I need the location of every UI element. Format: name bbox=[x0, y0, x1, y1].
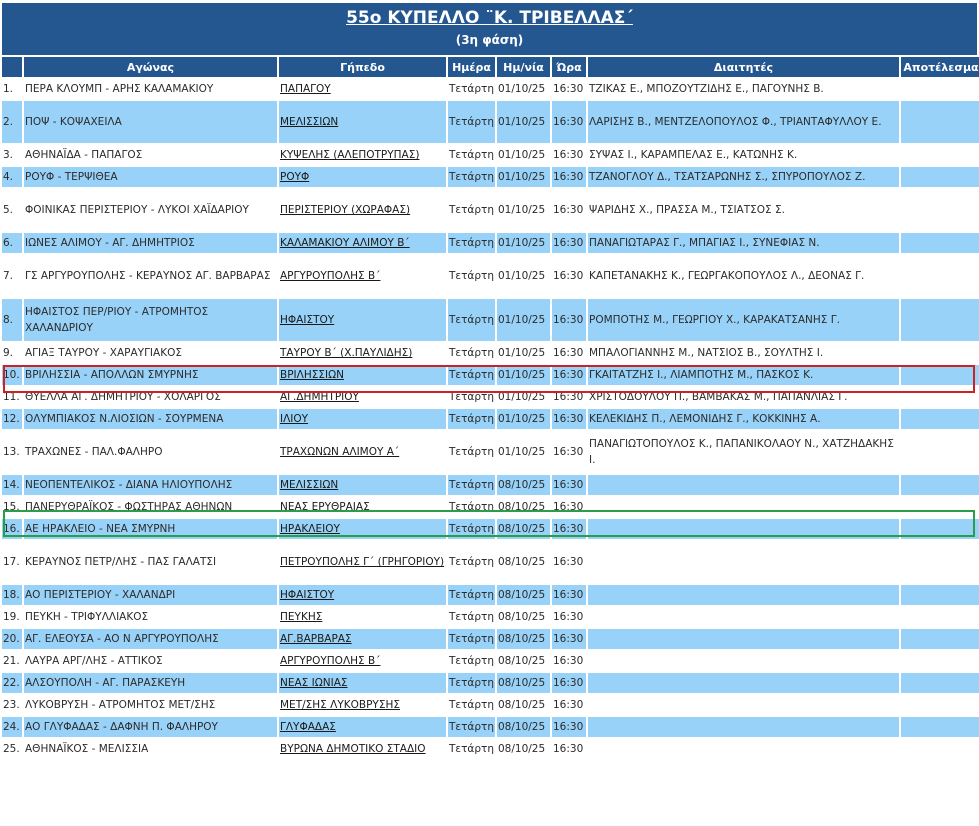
table-row bbox=[2, 387, 979, 407]
row-number: 22. bbox=[2, 673, 22, 693]
day-cell: Τετάρτη bbox=[448, 101, 495, 143]
day-cell: Τετάρτη bbox=[448, 739, 495, 759]
match-cell: ΑΟ ΓΛΥΦΑΔΑΣ - ΔΑΦΝΗ Π. ΦΑΛΗΡΟΥ bbox=[24, 717, 277, 737]
time-cell: 16:30 bbox=[552, 255, 586, 297]
table-row bbox=[2, 475, 979, 495]
table-row bbox=[2, 189, 979, 231]
match-cell: ΠΑΝΕΡΥΘΡΑΪΚΟΣ - ΦΩΣΤΗΡΑΣ ΑΘΗΝΩΝ bbox=[24, 497, 277, 517]
referees-cell bbox=[588, 651, 899, 671]
referees-cell bbox=[588, 629, 899, 649]
table-row bbox=[2, 695, 979, 715]
day-cell: Τετάρτη bbox=[448, 717, 495, 737]
match-cell: ΑΘΗΝΑΪΚΟΣ - ΜΕΛΙΣΣΙΑ bbox=[24, 739, 277, 759]
row-number: 11. bbox=[2, 387, 22, 407]
venue-cell bbox=[279, 431, 446, 473]
date-cell: 01/10/25 bbox=[497, 145, 550, 165]
date-cell: 01/10/25 bbox=[497, 409, 550, 429]
time-cell: 16:30 bbox=[552, 299, 586, 341]
day-cell: Τετάρτη bbox=[448, 79, 495, 99]
time-cell: 16:30 bbox=[552, 739, 586, 759]
col-header-number bbox=[2, 57, 22, 77]
row-number: 19. bbox=[2, 607, 22, 627]
table-row bbox=[2, 607, 979, 627]
date-cell: 08/10/25 bbox=[497, 651, 550, 671]
result-cell bbox=[901, 167, 979, 187]
time-cell: 16:30 bbox=[552, 651, 586, 671]
match-cell: ΠΕΡΑ ΚΛΟΥΜΠ - ΑΡΗΣ ΚΑΛΑΜΑΚΙΟΥ bbox=[24, 79, 277, 99]
referees-cell: ΡΟΜΠΟΤΗΣ Μ., ΓΕΩΡΓΙΟΥ Χ., ΚΑΡΑΚΑΤΣΑΝΗΣ Γ. bbox=[588, 299, 899, 341]
result-cell bbox=[901, 673, 979, 693]
venue-cell bbox=[279, 519, 446, 539]
row-number: 2. bbox=[2, 101, 22, 143]
result-cell bbox=[901, 255, 979, 297]
table-row bbox=[2, 585, 979, 605]
venue-link[interactable]: ΤΑΥΡΟΥ Β΄ (Χ.ΠΑΥΛΙΔΗΣ) bbox=[280, 347, 413, 359]
venue-cell bbox=[279, 365, 446, 385]
venue-cell bbox=[279, 145, 446, 165]
match-cell: ΤΡΑΧΩΝΕΣ - ΠΑΛ.ΦΑΛΗΡΟ bbox=[24, 431, 277, 473]
referees-cell: ΤΖΙΚΑΣ Ε., ΜΠΟΖΟΥΤΖΙΔΗΣ Ε., ΠΑΓΟΥΝΗΣ Β. bbox=[588, 79, 899, 99]
day-cell: Τετάρτη bbox=[448, 651, 495, 671]
row-number: 24. bbox=[2, 717, 22, 737]
row-number: 13. bbox=[2, 431, 22, 473]
date-cell: 08/10/25 bbox=[497, 585, 550, 605]
match-cell: ΚΕΡΑΥΝΟΣ ΠΕΤΡ/ΛΗΣ - ΠΑΣ ΓΑΛΑΤΣΙ bbox=[24, 541, 277, 583]
match-cell: ΡΟΥΦ - ΤΕΡΨΙΘΕΑ bbox=[24, 167, 277, 187]
result-cell bbox=[901, 189, 979, 231]
venue-cell bbox=[279, 233, 446, 253]
venue-link[interactable]: ΠΕΤΡΟΥΠΟΛΗΣ Γ΄ (ΓΡΗΓΟΡΙΟΥ) bbox=[280, 556, 445, 568]
date-cell: 08/10/25 bbox=[497, 695, 550, 715]
col-header-venue: Γήπεδο bbox=[279, 57, 446, 77]
table-row bbox=[2, 343, 979, 363]
result-cell bbox=[901, 497, 979, 517]
match-cell: ΛΑΥΡΑ ΑΡΓ/ΛΗΣ - ΑΤΤΙΚΟΣ bbox=[24, 651, 277, 671]
date-cell: 08/10/25 bbox=[497, 739, 550, 759]
col-header-day: Ημέρα bbox=[448, 57, 495, 77]
row-number: 14. bbox=[2, 475, 22, 495]
time-cell: 16:30 bbox=[552, 541, 586, 583]
day-cell: Τετάρτη bbox=[448, 167, 495, 187]
venue-cell bbox=[279, 167, 446, 187]
result-cell bbox=[901, 299, 979, 341]
match-cell: ΓΣ ΑΡΓΥΡΟΥΠΟΛΗΣ - ΚΕΡΑΥΝΟΣ ΑΓ. ΒΑΡΒΑΡΑΣ bbox=[24, 255, 277, 297]
date-cell: 01/10/25 bbox=[497, 255, 550, 297]
referees-cell bbox=[588, 519, 899, 539]
date-cell: 01/10/25 bbox=[497, 189, 550, 231]
venue-link[interactable]: ΚΑΛΑΜΑΚΙΟΥ ΑΛΙΜΟΥ Β΄ bbox=[280, 237, 410, 249]
referees-cell bbox=[588, 585, 899, 605]
day-cell: Τετάρτη bbox=[448, 695, 495, 715]
table-row bbox=[2, 101, 979, 143]
day-cell: Τετάρτη bbox=[448, 145, 495, 165]
venue-cell bbox=[279, 189, 446, 231]
date-cell: 01/10/25 bbox=[497, 167, 550, 187]
referees-cell bbox=[588, 497, 899, 517]
venue-cell bbox=[279, 673, 446, 693]
time-cell: 16:30 bbox=[552, 233, 586, 253]
day-cell: Τετάρτη bbox=[448, 299, 495, 341]
page-title[interactable]: 55ο ΚΥΠΕΛΛΟ ¨Κ. ΤΡΙΒΕΛΛΑΣ΄ bbox=[346, 8, 633, 28]
day-cell: Τετάρτη bbox=[448, 607, 495, 627]
referees-cell: ΛΑΡΙΣΗΣ Β., ΜΕΝΤΖΕΛΟΠΟΥΛΟΣ Φ., ΤΡΙΑΝΤΑΦΥΛΛΟΥ Ε. bbox=[588, 101, 899, 143]
day-cell: Τετάρτη bbox=[448, 629, 495, 649]
row-number: 25. bbox=[2, 739, 22, 759]
table-row bbox=[2, 497, 979, 517]
result-cell bbox=[901, 365, 979, 385]
time-cell: 16:30 bbox=[552, 585, 586, 605]
table-row bbox=[2, 409, 979, 429]
title-bar bbox=[2, 3, 977, 55]
page-subtitle: (3η φάση) bbox=[455, 33, 524, 47]
row-number: 12. bbox=[2, 409, 22, 429]
table-row bbox=[2, 629, 979, 649]
result-cell bbox=[901, 343, 979, 363]
venue-cell bbox=[279, 79, 446, 99]
result-cell bbox=[901, 629, 979, 649]
venue-cell bbox=[279, 101, 446, 143]
table-row bbox=[2, 739, 979, 759]
row-number: 23. bbox=[2, 695, 22, 715]
referees-cell bbox=[588, 607, 899, 627]
match-cell: ΑΕ ΗΡΑΚΛΕΙΟ - ΝΕΑ ΣΜΥΡΝΗ bbox=[24, 519, 277, 539]
result-cell bbox=[901, 431, 979, 473]
time-cell: 16:30 bbox=[552, 79, 586, 99]
venue-cell bbox=[279, 387, 446, 407]
venue-link[interactable]: ΗΦΑΙΣΤΟΥ bbox=[280, 589, 335, 601]
venue-cell bbox=[279, 255, 446, 297]
result-cell bbox=[901, 717, 979, 737]
venue-link[interactable]: ΑΡΓΥΡΟΥΠΟΛΗΣ Β΄ bbox=[280, 270, 381, 282]
table-row bbox=[2, 365, 979, 385]
referees-cell: ΜΠΑΛΟΓΙΑΝΝΗΣ Μ., ΝΑΤΣΙΟΣ Β., ΣΟΥΛΤΗΣ Ι. bbox=[588, 343, 899, 363]
result-cell bbox=[901, 541, 979, 583]
referees-cell: ΠΑΝΑΓΙΩΤΟΠΟΥΛΟΣ Κ., ΠΑΠΑΝΙΚΟΛΑΟΥ Ν., ΧΑΤΖΗΔΑΚΗΣ Ι. bbox=[588, 431, 899, 473]
match-cell: ΑΟ ΠΕΡΙΣΤΕΡΙΟΥ - ΧΑΛΑΝΔΡΙ bbox=[24, 585, 277, 605]
match-cell: ΠΟΨ - ΚΟΨΑΧΕΙΛΑ bbox=[24, 101, 277, 143]
date-cell: 01/10/25 bbox=[497, 79, 550, 99]
venue-link[interactable]: ΠΕΡΙΣΤΕΡΙΟΥ (ΧΩΡΑΦΑΣ) bbox=[280, 204, 411, 216]
col-header-match: Αγώνας bbox=[24, 57, 277, 77]
venue-link[interactable]: ΡΟΥΦ bbox=[280, 171, 310, 183]
venue-link[interactable]: ΑΡΓΥΡΟΥΠΟΛΗΣ Β΄ bbox=[280, 655, 381, 667]
referees-cell bbox=[588, 475, 899, 495]
date-cell: 08/10/25 bbox=[497, 673, 550, 693]
referees-cell: ΨΑΡΙΔΗΣ Χ., ΠΡΑΣΣΑ Μ., ΤΣΙΑΤΣΟΣ Σ. bbox=[588, 189, 899, 231]
result-cell bbox=[901, 79, 979, 99]
venue-link[interactable]: ΑΓ.ΒΑΡΒΑΡΑΣ bbox=[280, 633, 352, 645]
time-cell: 16:30 bbox=[552, 695, 586, 715]
date-cell: 01/10/25 bbox=[497, 365, 550, 385]
table-row bbox=[2, 541, 979, 583]
match-cell: ΝΕΟΠΕΝΤΕΛΙΚΟΣ - ΔΙΑΝΑ ΗΛΙΟΥΠΟΛΗΣ bbox=[24, 475, 277, 495]
venue-link[interactable]: ΝΕΑΣ ΕΡΥΘΡΑΙΑΣ bbox=[280, 501, 370, 513]
result-cell bbox=[901, 475, 979, 495]
date-cell: 01/10/25 bbox=[497, 299, 550, 341]
table-row bbox=[2, 167, 979, 187]
venue-link[interactable]: ΜΕΤ/ΣΗΣ ΛΥΚΟΒΡΥΣΗΣ bbox=[280, 699, 401, 711]
venue-link[interactable]: ΚΥΨΕΛΗΣ (ΑΛΕΠΟΤΡΥΠΑΣ) bbox=[280, 149, 420, 161]
day-cell: Τετάρτη bbox=[448, 387, 495, 407]
day-cell: Τετάρτη bbox=[448, 475, 495, 495]
day-cell: Τετάρτη bbox=[448, 673, 495, 693]
day-cell: Τετάρτη bbox=[448, 189, 495, 231]
result-cell bbox=[901, 651, 979, 671]
venue-cell bbox=[279, 541, 446, 583]
row-number: 15. bbox=[2, 497, 22, 517]
match-cell: ΛΥΚΟΒΡΥΣΗ - ΑΤΡΟΜΗΤΟΣ ΜΕΤ/ΣΗΣ bbox=[24, 695, 277, 715]
date-cell: 08/10/25 bbox=[497, 607, 550, 627]
table-row bbox=[2, 233, 979, 253]
table-row bbox=[2, 651, 979, 671]
table-row bbox=[2, 519, 979, 539]
row-number: 20. bbox=[2, 629, 22, 649]
match-cell: ΟΛΥΜΠΙΑΚΟΣ Ν.ΛΙΟΣΙΩΝ - ΣΟΥΡΜΕΝΑ bbox=[24, 409, 277, 429]
table-row bbox=[2, 79, 979, 99]
time-cell: 16:30 bbox=[552, 717, 586, 737]
referees-cell: ΚΕΛΕΚΙΔΗΣ Π., ΛΕΜΟΝΙΔΗΣ Γ., ΚΟΚΚΙΝΗΣ Α. bbox=[588, 409, 899, 429]
table-row bbox=[2, 145, 979, 165]
venue-link[interactable]: ΒΡΙΛΗΣΣΙΩΝ bbox=[280, 369, 344, 381]
venue-link[interactable]: ΠΑΠΑΓΟΥ bbox=[280, 83, 331, 95]
result-cell bbox=[901, 695, 979, 715]
referees-cell: ΤΖΑΝΟΓΛΟΥ Δ., ΤΣΑΤΣΑΡΩΝΗΣ Σ., ΣΠΥΡΟΠΟΥΛΟΣ Ζ. bbox=[588, 167, 899, 187]
time-cell: 16:30 bbox=[552, 607, 586, 627]
match-cell: ΠΕΥΚΗ - ΤΡΙΦΥΛΛΙΑΚΟΣ bbox=[24, 607, 277, 627]
referees-cell bbox=[588, 739, 899, 759]
referees-cell bbox=[588, 673, 899, 693]
venue-cell bbox=[279, 409, 446, 429]
match-cell: ΑΘΗΝΑΪΔΑ - ΠΑΠΑΓΟΣ bbox=[24, 145, 277, 165]
time-cell: 16:30 bbox=[552, 673, 586, 693]
venue-cell bbox=[279, 651, 446, 671]
day-cell: Τετάρτη bbox=[448, 255, 495, 297]
venue-cell bbox=[279, 607, 446, 627]
table-header-row bbox=[2, 57, 979, 77]
result-cell bbox=[901, 233, 979, 253]
time-cell: 16:30 bbox=[552, 365, 586, 385]
referees-cell: ΚΑΠΕΤΑΝΑΚΗΣ Κ., ΓΕΩΡΓΑΚΟΠΟΥΛΟΣ Λ., ΔΕΟΝΑΣ Γ. bbox=[588, 255, 899, 297]
table-row bbox=[2, 255, 979, 297]
schedule-panel bbox=[2, 3, 977, 761]
row-number: 1. bbox=[2, 79, 22, 99]
result-cell bbox=[901, 585, 979, 605]
venue-link[interactable]: ΒΥΡΩΝΑ ΔΗΜΟΤΙΚΟ ΣΤΑΔΙΟ bbox=[280, 743, 426, 755]
venue-link[interactable]: ΓΛΥΦΑΔΑΣ bbox=[280, 721, 336, 733]
result-cell bbox=[901, 739, 979, 759]
time-cell: 16:30 bbox=[552, 409, 586, 429]
table-row bbox=[2, 717, 979, 737]
referees-cell: ΠΑΝΑΓΙΩΤΑΡΑΣ Γ., ΜΠΑΓΙΑΣ Ι., ΣΥΝΕΦΙΑΣ Ν. bbox=[588, 233, 899, 253]
day-cell: Τετάρτη bbox=[448, 585, 495, 605]
referees-cell: ΣΥΨΑΣ Ι., ΚΑΡΑΜΠΕΛΑΣ Ε., ΚΑΤΩΝΗΣ Κ. bbox=[588, 145, 899, 165]
table-row bbox=[2, 431, 979, 473]
venue-cell bbox=[279, 629, 446, 649]
date-cell: 08/10/25 bbox=[497, 717, 550, 737]
venue-cell bbox=[279, 585, 446, 605]
col-header-referees: Διαιτητές bbox=[588, 57, 899, 77]
time-cell: 16:30 bbox=[552, 519, 586, 539]
time-cell: 16:30 bbox=[552, 167, 586, 187]
date-cell: 01/10/25 bbox=[497, 233, 550, 253]
date-cell: 08/10/25 bbox=[497, 519, 550, 539]
venue-link[interactable]: ΜΕΛΙΣΣΙΩΝ bbox=[280, 479, 339, 491]
col-header-time: Ώρα bbox=[552, 57, 586, 77]
date-cell: 08/10/25 bbox=[497, 629, 550, 649]
date-cell: 01/10/25 bbox=[497, 431, 550, 473]
row-number: 3. bbox=[2, 145, 22, 165]
row-number: 7. bbox=[2, 255, 22, 297]
table-row bbox=[2, 299, 979, 341]
match-cell: ΦΟΙΝΙΚΑΣ ΠΕΡΙΣΤΕΡΙΟΥ - ΛΥΚΟΙ ΧΑΪΔΑΡΙΟΥ bbox=[24, 189, 277, 231]
match-cell: ΒΡΙΛΗΣΣΙΑ - ΑΠΟΛΛΩΝ ΣΜΥΡΝΗΣ bbox=[24, 365, 277, 385]
row-number: 5. bbox=[2, 189, 22, 231]
result-cell bbox=[901, 387, 979, 407]
date-cell: 01/10/25 bbox=[497, 343, 550, 363]
row-number: 9. bbox=[2, 343, 22, 363]
time-cell: 16:30 bbox=[552, 343, 586, 363]
venue-link[interactable]: ΑΓ.ΔΗΜΗΤΡΙΟΥ bbox=[280, 391, 359, 403]
time-cell: 16:30 bbox=[552, 387, 586, 407]
match-cell: ΑΓ. ΕΛΕΟΥΣΑ - ΑΟ Ν ΑΡΓΥΡΟΥΠΟΛΗΣ bbox=[24, 629, 277, 649]
time-cell: 16:30 bbox=[552, 475, 586, 495]
match-cell: ΗΦΑΙΣΤΟΣ ΠΕΡ/ΡΙΟΥ - ΑΤΡΟΜΗΤΟΣ ΧΑΛΑΝΔΡΙΟΥ bbox=[24, 299, 277, 341]
venue-link[interactable]: ΙΛΙΟΥ bbox=[280, 413, 309, 425]
venue-link[interactable]: ΝΕΑΣ ΙΩΝΙΑΣ bbox=[280, 677, 348, 689]
referees-cell: ΧΡΙΣΤΟΔΟΥΛΟΥ Π., ΒΑΜΒΑΚΑΣ Μ., ΠΑΠΑΝΛΙΑΣ Γ. bbox=[588, 387, 899, 407]
row-number: 18. bbox=[2, 585, 22, 605]
date-cell: 08/10/25 bbox=[497, 475, 550, 495]
venue-link[interactable]: ΗΡΑΚΛΕΙΟΥ bbox=[280, 523, 340, 535]
match-cell: ΑΛΣΟΥΠΟΛΗ - ΑΓ. ΠΑΡΑΣΚΕΥΗ bbox=[24, 673, 277, 693]
match-cell: ΙΩΝΕΣ ΑΛΙΜΟΥ - ΑΓ. ΔΗΜΗΤΡΙΟΣ bbox=[24, 233, 277, 253]
result-cell bbox=[901, 519, 979, 539]
match-cell: ΑΓΙΑΞ ΤΑΥΡΟΥ - ΧΑΡΑΥΓΙΑΚΟΣ bbox=[24, 343, 277, 363]
row-number: 10. bbox=[2, 365, 22, 385]
venue-cell bbox=[279, 717, 446, 737]
col-header-date: Ημ/νία bbox=[497, 57, 550, 77]
venue-cell bbox=[279, 497, 446, 517]
venue-cell bbox=[279, 299, 446, 341]
day-cell: Τετάρτη bbox=[448, 497, 495, 517]
fixtures-table bbox=[0, 55, 979, 761]
day-cell: Τετάρτη bbox=[448, 233, 495, 253]
time-cell: 16:30 bbox=[552, 431, 586, 473]
time-cell: 16:30 bbox=[552, 629, 586, 649]
time-cell: 16:30 bbox=[552, 497, 586, 517]
venue-cell bbox=[279, 343, 446, 363]
referees-cell bbox=[588, 541, 899, 583]
col-header-result: Αποτέλεσμα bbox=[901, 57, 979, 77]
row-number: 17. bbox=[2, 541, 22, 583]
result-cell bbox=[901, 607, 979, 627]
row-number: 6. bbox=[2, 233, 22, 253]
venue-cell bbox=[279, 695, 446, 715]
referees-cell bbox=[588, 695, 899, 715]
table-row bbox=[2, 673, 979, 693]
match-cell: ΘΥΕΛΛΑ ΑΓ. ΔΗΜΗΤΡΙΟΥ - ΧΟΛΑΡΓΟΣ bbox=[24, 387, 277, 407]
day-cell: Τετάρτη bbox=[448, 431, 495, 473]
day-cell: Τετάρτη bbox=[448, 343, 495, 363]
day-cell: Τετάρτη bbox=[448, 519, 495, 539]
day-cell: Τετάρτη bbox=[448, 365, 495, 385]
time-cell: 16:30 bbox=[552, 189, 586, 231]
venue-link[interactable]: ΤΡΑΧΩΝΩΝ ΑΛΙΜΟΥ Α΄ bbox=[280, 446, 400, 458]
row-number: 4. bbox=[2, 167, 22, 187]
date-cell: 01/10/25 bbox=[497, 101, 550, 143]
venue-cell bbox=[279, 475, 446, 495]
day-cell: Τετάρτη bbox=[448, 409, 495, 429]
referees-cell bbox=[588, 717, 899, 737]
venue-cell bbox=[279, 739, 446, 759]
date-cell: 01/10/25 bbox=[497, 387, 550, 407]
row-number: 8. bbox=[2, 299, 22, 341]
date-cell: 08/10/25 bbox=[497, 541, 550, 583]
venue-link[interactable]: ΗΦΑΙΣΤΟΥ bbox=[280, 314, 335, 326]
time-cell: 16:30 bbox=[552, 145, 586, 165]
row-number: 21. bbox=[2, 651, 22, 671]
time-cell: 16:30 bbox=[552, 101, 586, 143]
row-number: 16. bbox=[2, 519, 22, 539]
result-cell bbox=[901, 101, 979, 143]
referees-cell: ΓΚΑΙΤΑΤΖΗΣ Ι., ΛΙΑΜΠΟΤΗΣ Μ., ΠΑΣΚΟΣ Κ. bbox=[588, 365, 899, 385]
day-cell: Τετάρτη bbox=[448, 541, 495, 583]
venue-link[interactable]: ΜΕΛΙΣΣΙΩΝ bbox=[280, 116, 339, 128]
result-cell bbox=[901, 145, 979, 165]
date-cell: 08/10/25 bbox=[497, 497, 550, 517]
result-cell bbox=[901, 409, 979, 429]
venue-link[interactable]: ΠΕΥΚΗΣ bbox=[280, 611, 323, 623]
